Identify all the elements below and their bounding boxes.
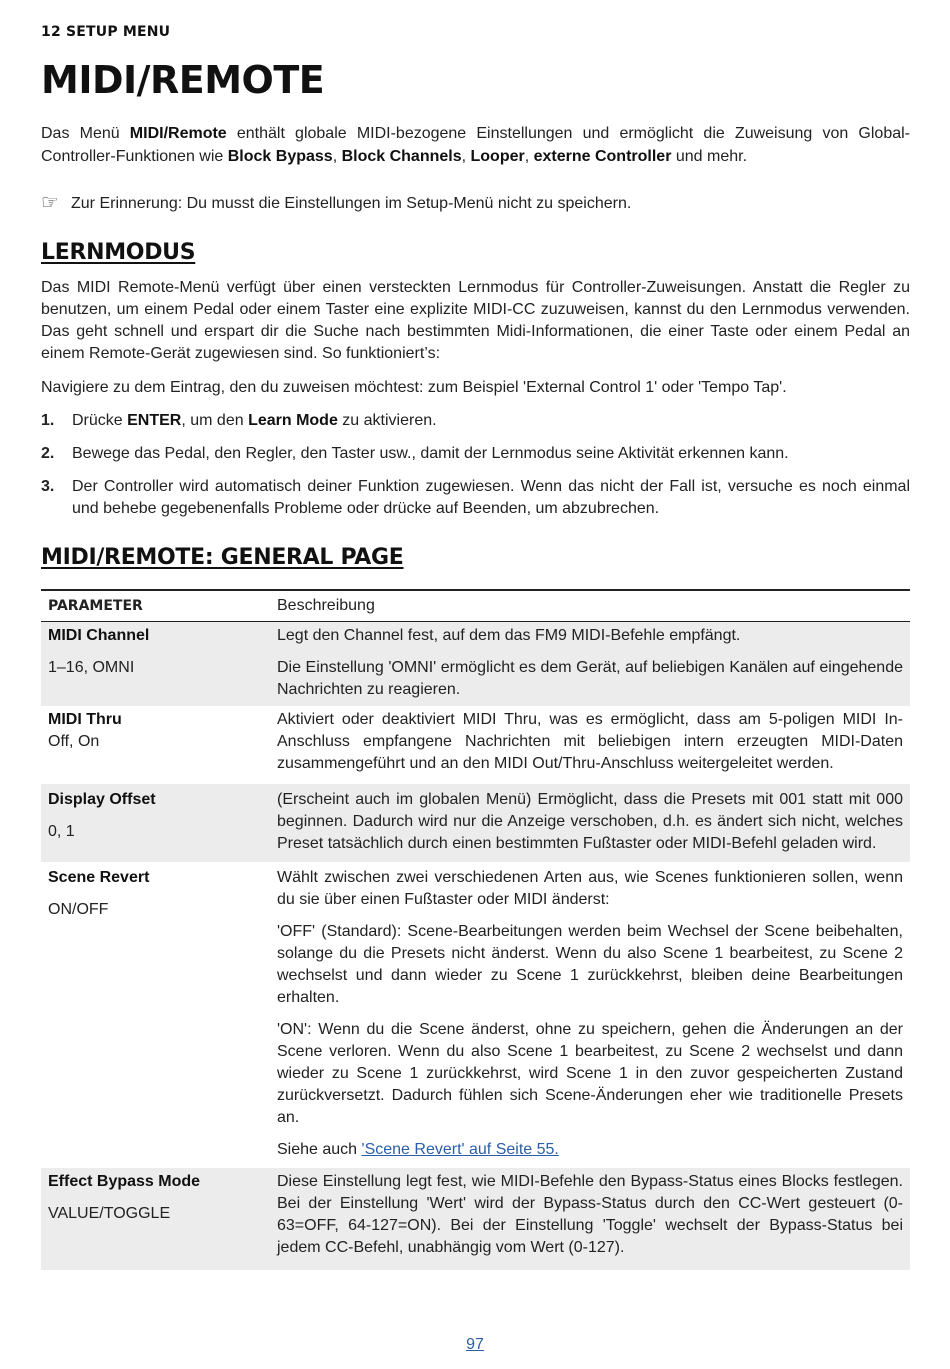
description-cell — [270, 867, 910, 1168]
chapter-header: 12 SETUP MENU — [41, 24, 171, 40]
description-cell — [270, 789, 910, 862]
step-text: Drücke — [72, 412, 128, 429]
intro-bold-externe-controller: externe Controller — [533, 148, 672, 165]
description-text: Die Einstellung 'OMNI' ermöglicht es dem Gerät, auf beliebigen Kanälen auf eingehende Nachrichten zu reagieren. — [277, 659, 903, 698]
parameter-table — [41, 589, 910, 1270]
step-number: 1. — [41, 412, 55, 429]
table-row — [41, 862, 910, 1168]
table-row — [41, 706, 910, 784]
list-item — [41, 410, 910, 432]
table-row — [41, 784, 910, 862]
column-header-parameter: PARAMETER — [48, 598, 143, 614]
step-bold-enter: ENTER — [127, 412, 182, 429]
step-number: 3. — [41, 478, 55, 495]
description-text: 'OFF' (Standard): Scene-Bearbeitungen werden beim Wechsel der Scene beibehalten, solange du die Presets nicht änderst. Wenn du also Scene 1 bearbeitest, zu Scene 2 wechselst und dann wieder zu Scene 1 zurückkehrst, bleiben deine Bearbeitungen erhalten. — [277, 923, 903, 1006]
list-item — [41, 476, 910, 520]
parameter-values: 0, 1 — [48, 823, 75, 840]
intro-text: , — [461, 148, 471, 165]
parameter-values: Off, On — [48, 733, 100, 750]
description-text: Aktiviert oder deaktiviert MIDI Thru, was es ermöglicht, dass am 5-poligen MIDI In-Anschluss empfangene Nachrichten mit beliebigen intern erzeugten MIDI-Daten zusammengeführt und an den MIDI Out/Thru-Anschluss weitergeleitet werden. — [277, 711, 903, 772]
table-row — [41, 622, 910, 706]
page-number — [0, 1336, 950, 1354]
intro-text: enthält globale MIDI-bezogene Einstellungen und ermöglicht die Zuweisung von Global-Controller-Funktionen wie — [41, 125, 910, 165]
intro-bold-midi-remote: MIDI/Remote — [129, 125, 227, 142]
description-text: Diese Einstellung legt fest, wie MIDI-Befehle den Bypass-Status eines Blocks festlegen. Bei der Einstellung 'Wert' wird der Bypass-Status durch den CC-Wert gesteuert (0-63=OFF, 64-127=ON). Bei der Einstellung 'Toggle' wechselt der Bypass-Status bei jedem CC-Befehl, unabhängig vom Wert (0-127). — [277, 1173, 903, 1256]
description-text: Legt den Channel fest, auf dem das FM9 MIDI-Befehle empfängt. — [277, 627, 741, 644]
parameter-cell — [41, 867, 270, 1168]
pointing-hand-icon: ☞ — [41, 192, 59, 214]
description-text: Wählt zwischen zwei verschiedenen Arten aus, wie Scenes funktionieren sollen, wenn du sie über einen Fußtaster oder MIDI änderst: — [277, 869, 903, 908]
parameter-cell — [41, 1171, 270, 1270]
parameter-cell — [41, 789, 270, 862]
description-cell — [270, 709, 910, 784]
table-row — [41, 1168, 910, 1270]
parameter-name: Scene Revert — [48, 869, 150, 886]
parameter-name: MIDI Thru — [48, 711, 122, 728]
step-number: 2. — [41, 445, 55, 462]
see-also-prefix: Siehe auch — [277, 1141, 362, 1158]
intro-text: Das Menü — [41, 125, 130, 142]
reminder-note — [41, 192, 910, 215]
reminder-text: Zur Erinnerung: Du musst die Einstellungen im Setup-Menü nicht zu speichern. — [71, 195, 632, 212]
step-bold-learn-mode: Learn Mode — [248, 412, 338, 429]
parameter-name: MIDI Channel — [48, 627, 150, 644]
list-item — [41, 443, 910, 465]
step-text: , um den — [181, 412, 249, 429]
parameter-cell — [41, 709, 270, 784]
parameter-name: Display Offset — [48, 791, 156, 808]
intro-text: , — [524, 148, 534, 165]
parameter-values: ON/OFF — [48, 901, 109, 918]
parameter-cell — [41, 625, 270, 706]
table-header — [41, 591, 910, 622]
step-text: Bewege das Pedal, den Regler, den Taster usw., damit der Lernmodus seine Aktivität erkennen kann. — [72, 445, 789, 462]
intro-bold-looper: Looper — [470, 148, 525, 165]
learn-steps-list — [41, 410, 910, 531]
scene-revert-link[interactable]: 'Scene Revert' auf Seite 55. — [361, 1141, 559, 1158]
parameter-values: VALUE/TOGGLE — [48, 1205, 171, 1222]
learn-mode-heading: LERNMODUS — [41, 240, 196, 265]
intro-text: und mehr. — [671, 148, 748, 165]
learn-mode-paragraph: Das MIDI Remote-Menü verfügt über einen versteckten Lernmodus für Controller-Zuweisungen. Anstatt die Regler zu benutzen, um einem Pedal oder einem Taster eine explizite MIDI-CC zuzuweisen, kannst du den Lernmodus verwenden. Das geht schnell und erspart dir die Suche nach bestimmten Midi-Informationen, die einer Taste oder einem Pedal an einem Remote-Gerät zugewiesen sind. So funktioniert’s: — [41, 279, 910, 362]
description-text: (Erscheint auch im globalen Menü) Ermöglicht, dass die Presets mit 001 statt mit 000 beginnen. Dadurch wird nur die Anzeige verschoben, d.h. es ändert sich nicht, welches Preset tatsächlich durch einen bestimmten Fußtaster oder MIDI-Befehl geladen wird. — [277, 791, 903, 852]
step-text: Der Controller wird automatisch deiner Funktion zugewiesen. Wenn das nicht der Fall ist, versuche es noch einmal und behebe gegebenenfalls Probleme oder drücke auf Beenden, um abzubrechen. — [72, 478, 910, 517]
intro-bold-block-bypass: Block Bypass — [227, 148, 333, 165]
step-text: zu aktivieren. — [337, 412, 437, 429]
intro-bold-block-channels: Block Channels — [341, 148, 462, 165]
description-text: 'ON': Wenn du die Scene änderst, ohne zu speichern, gehen die Änderungen an der Scene verloren. Wenn du also Scene 1 bearbeitest, zu Scene 2 wechselst und dann wieder zu Scene 1 zurückkehrst, wird Scene 1 in den zuvor gespeicherten Zustand zurückversetzt. Dadurch fühlen sich Scene-Änderungen eher wie traditionelle Presets an. — [277, 1021, 903, 1126]
parameter-values: 1–16, OMNI — [48, 659, 135, 676]
intro-text: , — [332, 148, 342, 165]
description-cell — [270, 1171, 910, 1270]
column-header-description: Beschreibung — [277, 597, 375, 614]
see-also-text — [277, 1139, 903, 1161]
page-title: MIDI/REMOTE — [41, 58, 325, 102]
description-cell — [270, 625, 910, 706]
parameter-name: Effect Bypass Mode — [48, 1173, 201, 1190]
navigate-paragraph: Navigiere zu dem Eintrag, den du zuweisen möchtest: zum Beispiel 'External Control 1' oder 'Tempo Tap'. — [41, 379, 787, 396]
intro-paragraph — [41, 122, 910, 168]
page-number-link[interactable]: 97 — [466, 1336, 484, 1353]
general-page-heading: MIDI/REMOTE: GENERAL PAGE — [41, 545, 404, 570]
